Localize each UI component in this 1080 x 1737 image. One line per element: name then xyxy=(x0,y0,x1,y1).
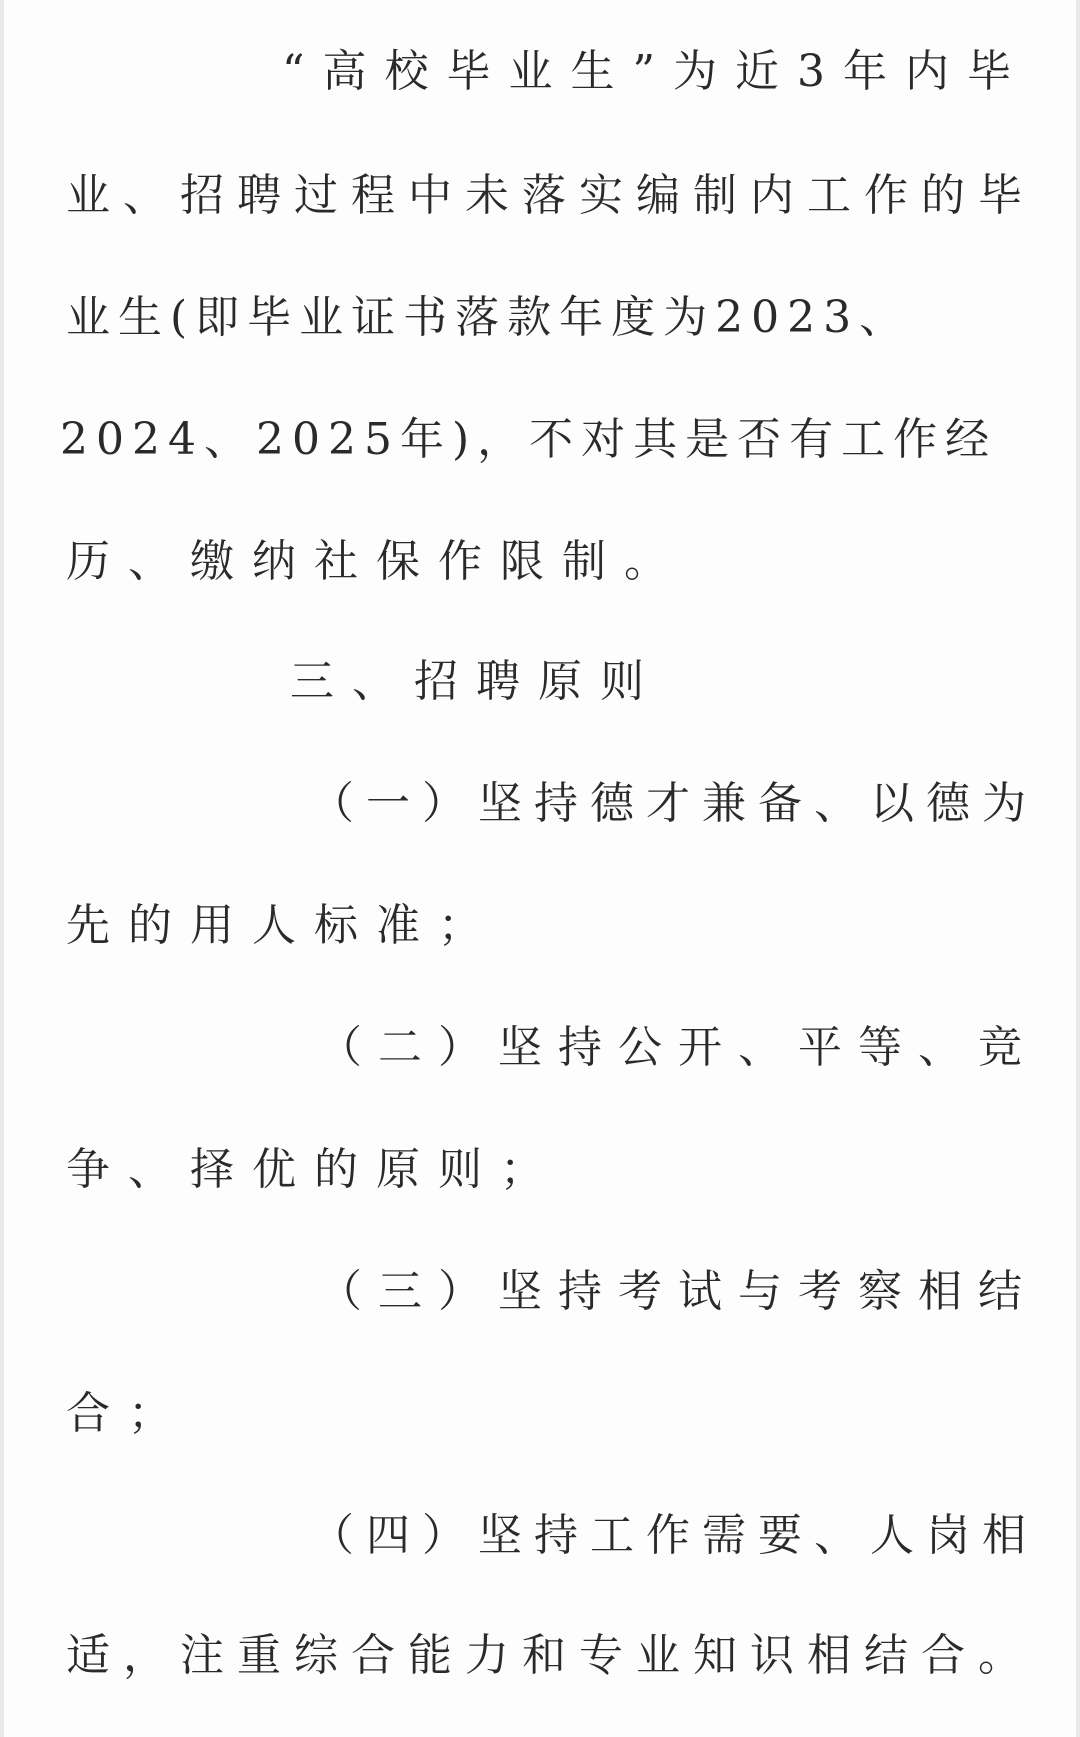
text-line: （三）坚持考试与考察相结 xyxy=(318,1266,1038,1317)
text-line: 争、择优的原则； xyxy=(66,1144,562,1195)
text-line: （四）坚持工作需要、人岗相 xyxy=(310,1510,1038,1561)
text-line: “高校毕业生”为近3年内毕 xyxy=(282,46,1029,97)
text-line: 业、招聘过程中未落实编制内工作的毕 xyxy=(66,170,1035,221)
text-line: 合； xyxy=(66,1388,190,1439)
text-line: 先的用人标准； xyxy=(66,900,500,951)
text-line: （一）坚持德才兼备、以德为 xyxy=(310,778,1038,829)
text-line: 适，注重综合能力和专业知识相结合。 xyxy=(66,1630,1035,1681)
text-line: 业生(即毕业证书落款年度为2023、 xyxy=(66,292,912,343)
right-edge-divider xyxy=(1076,0,1080,1737)
section-heading: 三、招聘原则 xyxy=(290,656,662,707)
text-line: 历、缴纳社保作限制。 xyxy=(66,536,686,587)
left-edge-divider xyxy=(0,0,4,1737)
text-line: （二）坚持公开、平等、竞 xyxy=(318,1022,1038,1073)
text-line: 2024、2025年)，不对其是否有工作经 xyxy=(60,414,998,465)
